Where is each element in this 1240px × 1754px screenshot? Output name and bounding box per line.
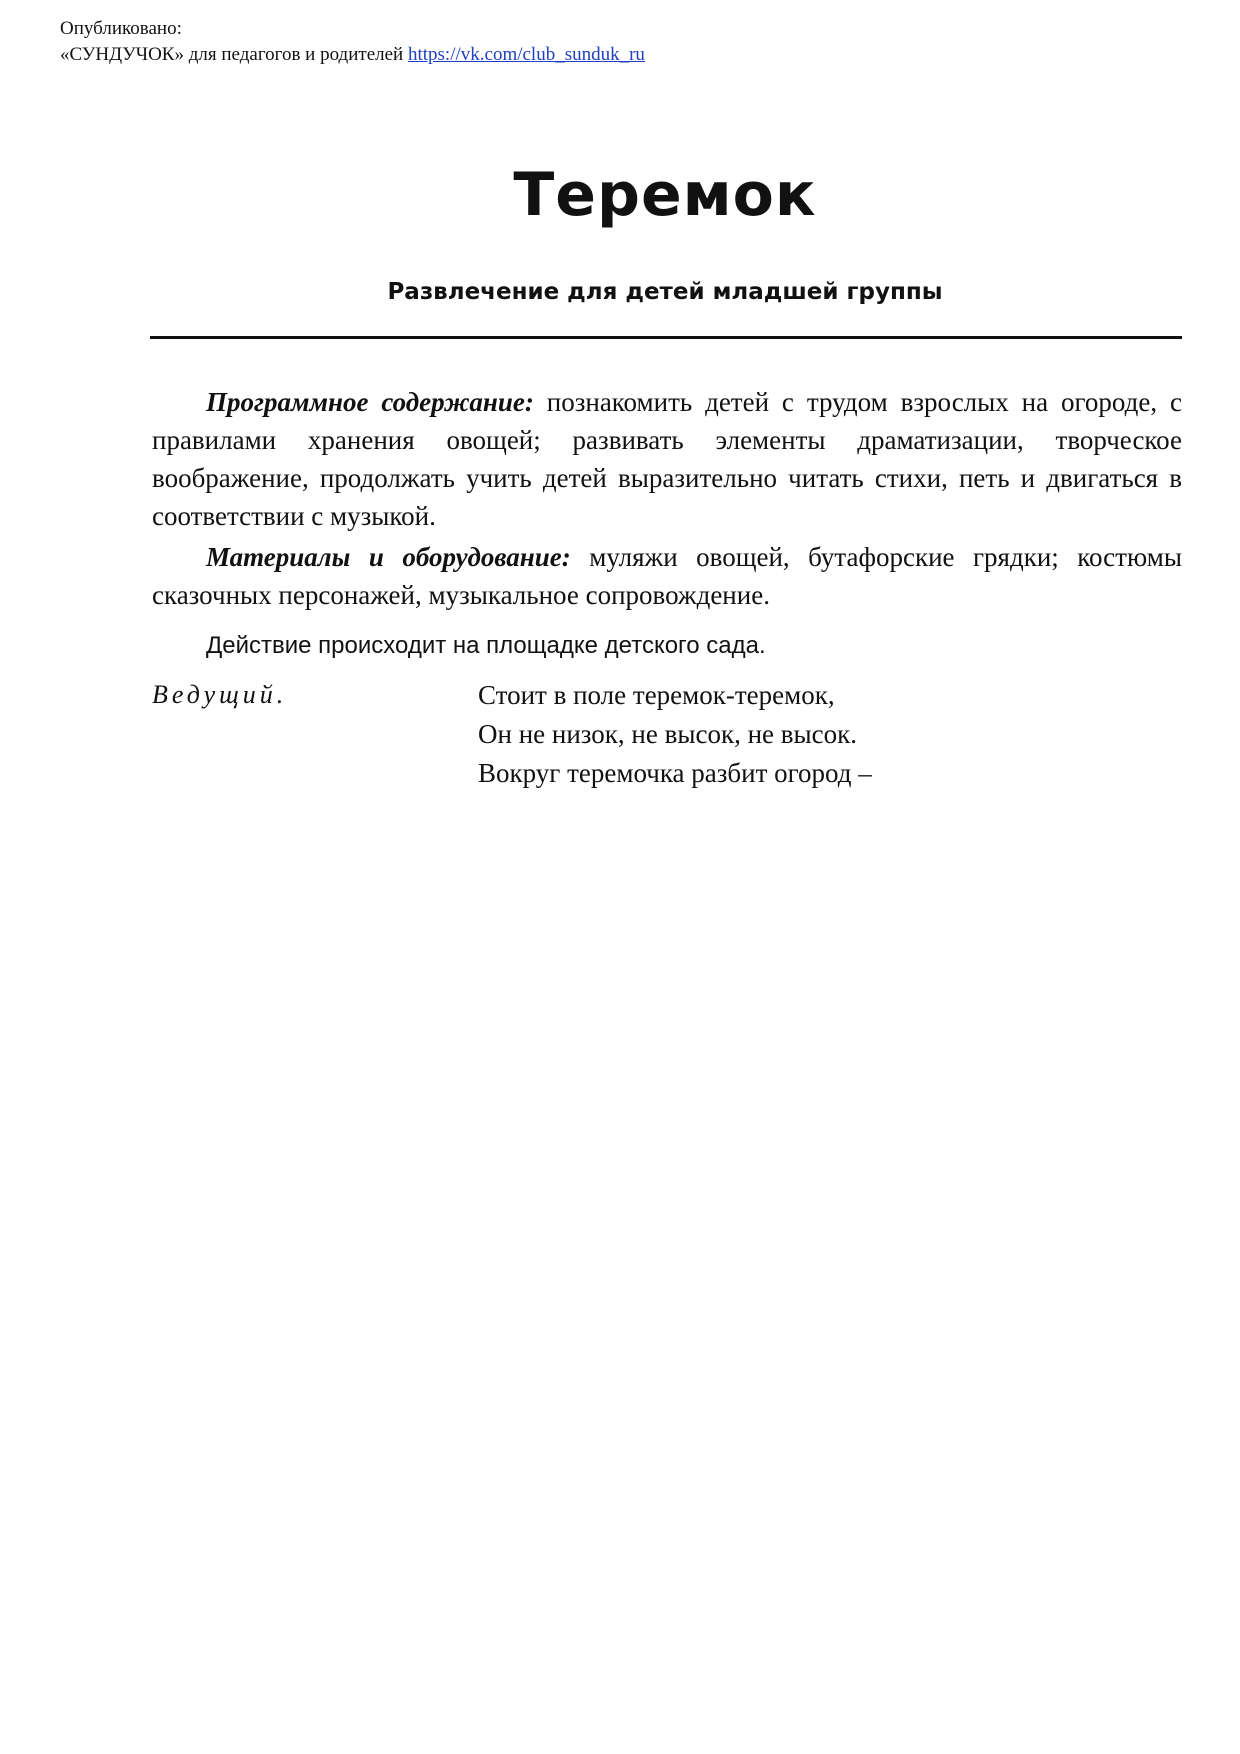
publication-source: «СУНДУЧОК» для педагогов и родителей [60, 44, 404, 65]
verse-line: Он не низок, не высок, не высок. [478, 719, 858, 749]
published-label: Опубликовано: [60, 18, 182, 39]
materials-label: Материалы и оборудование: [206, 542, 571, 572]
speaker-name: Ведущий. [152, 680, 288, 709]
verse-line: Вокруг теремочка разбит огород – [478, 758, 872, 788]
verse-line: Стоит в поле теремок-теремок, [478, 680, 835, 710]
program-content-text: познакомить детей с трудом взрослых на огороде, с правилами хранения овощей; развивать элементы драматизации, творческое воображение, продолжать учить детей выразительно читать стихи, петь и двигаться в соответствии с музыкой. [152, 387, 1183, 531]
publication-source-line [60, 42, 645, 68]
document-subtitle: Развлечение для детей младшей группы [387, 279, 943, 305]
program-content-label: Программное содержание: [206, 387, 534, 417]
verse-block [478, 676, 872, 793]
materials-text: муляжи овощей, бутафорские грядки; костюмы сказочных персонажей, музыкальное сопровождение. [152, 542, 1183, 610]
publication-header [60, 16, 645, 68]
materials-paragraph [152, 538, 1182, 614]
document-title: Теремок [513, 160, 817, 230]
title-divider [150, 336, 1182, 339]
program-content-paragraph [152, 383, 1182, 535]
scene-note: Действие происходит на площадке детского сада. [206, 632, 766, 659]
publication-link[interactable]: https://vk.com/club_sunduk_ru [407, 44, 645, 65]
